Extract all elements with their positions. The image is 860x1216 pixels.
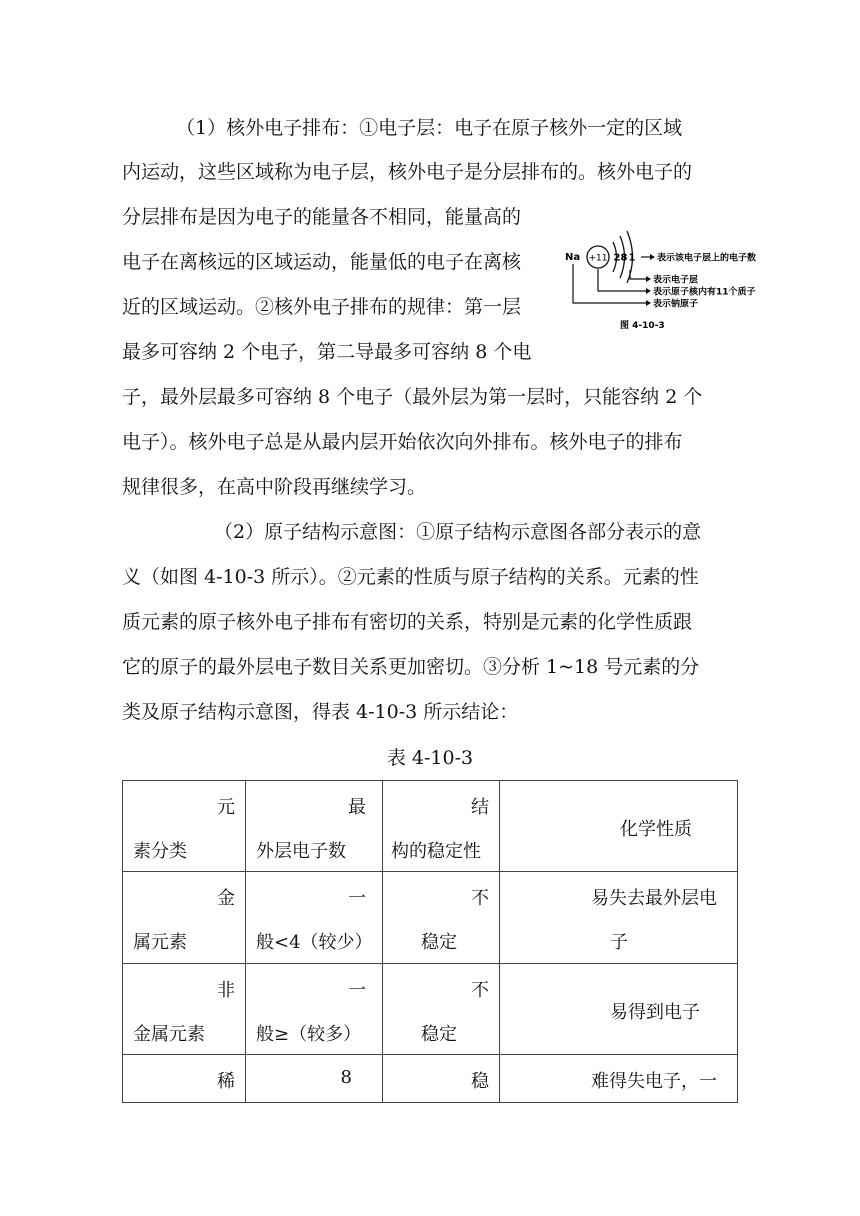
table-row	[123, 1055, 738, 1103]
figure-label: 表示该电子层上的电子数	[657, 253, 757, 264]
table-cell: 结	[471, 797, 489, 818]
table-cell: 一	[348, 888, 366, 909]
table-header-row	[123, 781, 738, 872]
table-cell: 构的稳定性	[391, 841, 481, 862]
table-cell: 难得失电子，一	[591, 1071, 717, 1092]
table-cell: 稳	[471, 1071, 489, 1092]
shell-number: 8	[620, 252, 628, 264]
figure-caption: 图 4-10-3	[620, 321, 665, 331]
table-cell: 易失去最外层电	[591, 888, 717, 909]
table-cell: 般≥（较多）	[256, 1024, 362, 1045]
text-line: 分层排布是因为电子的能量各不相同，能量高的	[122, 206, 522, 228]
table-cell: 素分类	[133, 841, 187, 862]
table-cell: 金	[217, 888, 235, 909]
text-line: （2）原子结构示意图：①原子结构示意图各部分表示的意	[214, 521, 702, 543]
text-line: 质元素的原子核外电子排布有密切的关系，特别是元素的化学性质跟	[122, 611, 693, 633]
text-line: 子，最外层最多可容纳 8 个电子（最外层为第一层时，只能容纳 2 个	[122, 386, 703, 408]
figure-nucleus: +11	[588, 253, 608, 264]
table-cell: 易得到电子	[610, 1002, 700, 1023]
table-cell: 8	[340, 1067, 352, 1088]
shell-number: 1	[628, 252, 636, 264]
table-cell: 稀	[217, 1071, 235, 1092]
figure-label: 表示钠原子	[653, 299, 699, 310]
table-caption: 表 4-10-3	[386, 747, 474, 769]
table-row	[123, 872, 738, 964]
table-cell: 子	[610, 932, 628, 953]
figure-symbol: Na	[565, 252, 581, 263]
table-cell: 最	[348, 797, 366, 818]
figure-label: 表示原子核内有11个质子	[653, 287, 756, 298]
text-line: 电子）。核外电子总是从最内层开始依次向外排布。核外电子的排布	[122, 431, 683, 453]
table-cell: 金属元素	[133, 1024, 205, 1045]
table-cell: 稳定	[421, 932, 457, 953]
text-line: 规律很多，在高中阶段再继续学习。	[122, 476, 427, 498]
text-line: 类及原子结构示意图，得表 4-10-3 所示结论：	[122, 701, 519, 723]
text-line: 近的区域运动。②核外电子排布的规律：第一层	[122, 296, 522, 318]
table-row	[123, 964, 738, 1055]
table-cell: 非	[217, 980, 235, 1001]
table-cell: 不	[471, 980, 489, 1001]
table-cell: 不	[471, 888, 489, 909]
text-line: 它的原子的最外层电子数目关系更加密切。③分析 1~18 号元素的分	[122, 656, 700, 678]
table-cell: 稳定	[421, 1024, 457, 1045]
table-cell: 化学性质	[620, 819, 692, 840]
element-classification-table	[122, 780, 738, 1103]
table-cell: 元	[217, 797, 235, 818]
text-line: 内运动，这些区域称为电子层，核外电子是分层排布的。核外电子的	[122, 161, 693, 183]
shell-number: 2	[613, 252, 621, 264]
table-cell: 般<4（较少）	[256, 932, 373, 953]
table-cell: 一	[348, 980, 366, 1001]
text-line: 义（如图 4-10-3 所示）。②元素的性质与原子结构的关系。元素的性	[122, 566, 699, 588]
text-line: （1）核外电子排布：①电子层：电子在原子核外一定的区域	[176, 117, 683, 139]
text-line: 最多可容纳 2 个电子，第二导最多可容纳 8 个电	[122, 341, 532, 363]
table-cell: 属元素	[133, 932, 187, 953]
figure-label: 表示电子层	[653, 275, 699, 286]
table-cell: 外层电子数	[256, 841, 346, 862]
text-line: 电子在离核远的区域运动，能量低的电子在离核	[122, 251, 522, 273]
atom-structure-figure	[563, 230, 803, 335]
